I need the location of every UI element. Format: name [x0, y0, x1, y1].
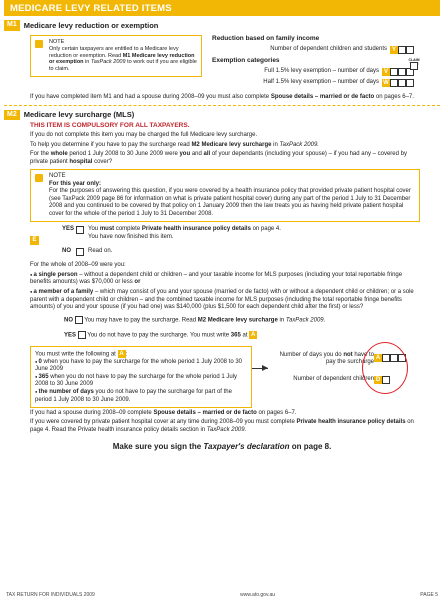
p2b: M2 Medicare levy surcharge: [191, 141, 272, 148]
w2a: 365: [38, 373, 49, 380]
full-days-box[interactable]: [390, 68, 398, 76]
dependents-box[interactable]: [398, 46, 406, 54]
w2b: when you do not have to pay the surcharge for the whole period 1 July 2008 to 30 June 2009: [35, 373, 238, 388]
dep-code: D: [375, 376, 381, 383]
compulsory-text: THIS ITEM IS COMPULSORY FOR ALL TAXPAYERS.: [30, 122, 190, 130]
end2c: on page 4. Read the Private health insurance policy details section in: [30, 419, 414, 433]
m1-tag: M1: [4, 20, 20, 31]
claim-type-label: CLAIM: [408, 58, 420, 62]
yes-row: [62, 226, 288, 241]
half-days-box-2[interactable]: [398, 79, 406, 87]
arrow-icon: [262, 365, 268, 371]
p2c: in: [273, 141, 278, 148]
m2-title: Medicare levy surcharge (MLS): [23, 110, 135, 120]
footer-left: TAX RETURN FOR INDIVIDUALS 2009: [6, 591, 95, 598]
yes2-t: You do not have to pay the surcharge. You must write: [87, 332, 230, 339]
yes-label: YES: [62, 226, 75, 233]
banner-title: MEDICARE LEVY RELATED ITEMS: [10, 3, 172, 14]
m2-header: [4, 110, 440, 121]
m2-note-sub: For this year only:: [49, 180, 102, 187]
end-spouse: [30, 410, 420, 418]
days-l2: have to pay the surcharge: [325, 351, 374, 366]
m2-p3: [30, 151, 420, 166]
p3h: hospital: [69, 158, 93, 165]
m1-note-in: in: [85, 59, 90, 66]
m1-note-text2: to work out if you are eligible to claim.: [49, 59, 197, 73]
half-exemption-code: W: [383, 80, 389, 86]
dependents-label: Number of dependent children and students: [270, 46, 387, 53]
yes-t2: complete: [115, 226, 141, 233]
dependents-row: [212, 46, 414, 54]
end1c: on pages 6–7.: [258, 409, 297, 416]
half-exemption-row: [212, 79, 414, 87]
e-code: E: [30, 236, 39, 245]
yes2-b: 365: [230, 332, 241, 339]
end2a: If you were covered by private patient hospital cover at any time during 2008–09 you must complete: [30, 419, 295, 426]
no2-t2: in: [279, 317, 285, 324]
page-number: PAGE 5: [420, 591, 438, 598]
m1-note-pack: TaxPack 2009: [90, 59, 126, 66]
w1b: when you have to pay the surcharge for the whole period 1 July 2008 to 30 June 2009: [35, 358, 243, 373]
dep-label: Number of dependent children: [293, 375, 374, 382]
yes-no-block: [30, 226, 440, 260]
m1-spouse-a: If you have completed item M1 and had a spouse during 2008–09 you must also complete: [30, 94, 270, 100]
yes-checkbox[interactable]: [76, 226, 84, 234]
b1a: a single person: [33, 271, 78, 278]
days-label: [270, 352, 374, 367]
page-footer: [6, 592, 438, 598]
days-b: not: [343, 351, 353, 358]
yes2-row: [64, 331, 440, 340]
m1-note-title: NOTE: [49, 38, 65, 45]
bullet-single: [30, 272, 420, 287]
yes2-checkbox[interactable]: [78, 331, 86, 339]
w3b: you do not have to pay the surcharge for part of the period 1 July 2008 to 30 June 2009.: [35, 389, 232, 403]
highlight-circle: [362, 342, 408, 394]
no2-label: NO: [64, 317, 73, 324]
m1-header: [4, 20, 440, 31]
p2a: To help you determine if you have to pay the surcharge read: [30, 141, 190, 148]
m2-note-text: For the purposes of answering this question, if you were covered by a health insurance policy that provided private patient hospital cover (see TaxPack 2009 page 86 for information on what is private patient hospital cover) during any part of the period 1 July to 31 December 2008 and you continued to be covered by that policy on 1 January 2009 then the law treats you as having held private patient hospital cover for the whole of the period 1 July to 31 December 2008.: [49, 188, 411, 217]
yes-b2: Private health insurance policy details: [141, 226, 251, 233]
half-days-box[interactable]: [390, 79, 398, 87]
end1a: If you had a spouse during 2008–09 complete: [30, 409, 152, 416]
m2-note: [30, 169, 420, 222]
must-write-code: A: [119, 350, 124, 357]
no2-b: M2 Medicare levy surcharge: [197, 317, 278, 324]
footer-url: www.ato.gov.au: [240, 591, 276, 598]
note-icon: [35, 40, 43, 48]
reduction-heading: Reduction based on family income: [212, 34, 320, 42]
yes2-label: YES: [64, 332, 77, 339]
full-exemption-label: Full 1.5% levy exemption – number of days: [264, 68, 379, 75]
m1-spouse-b: Spouse details – married or de facto: [270, 94, 375, 100]
m2-tag: M2: [4, 110, 20, 121]
m1-title: Medicare levy reduction or exemption: [23, 20, 159, 30]
note-icon-2: [35, 174, 43, 182]
days-code: A: [375, 354, 381, 361]
m2-p2: [30, 142, 420, 150]
p3e: and: [191, 151, 202, 158]
must-write-box: You must write the following at A : ● 0 when you have to pay the surcharge for the whole period 1 July 2008 to 30 June 2009 ● 365 when you do not have to pay the surcharge for the whole period 1 July 2008 to 30 June 2009 ● the number of days you do not have to pay the surcharge for part of the period 1 July 2008 to 30 June 2009.: [30, 346, 252, 408]
end2d: TaxPack 2009.: [206, 426, 247, 433]
m1-spouse-c: on pages 6–7.: [375, 94, 414, 100]
yes-t1: You: [88, 226, 99, 233]
yes-t3: on page 4. You have now finished this item.: [88, 226, 281, 240]
claim-type-box[interactable]: [410, 62, 418, 70]
m1-note-bold: M1 Medicare levy reduction or exemption: [49, 52, 195, 66]
no2-row: [64, 316, 440, 325]
yes-b1: must: [99, 226, 115, 233]
m1-body: [4, 35, 440, 90]
m1-spouse-text: [30, 94, 440, 102]
no-checkbox[interactable]: [76, 248, 84, 256]
b2b: – which may consist of you and your spouse (married or de facto) with or without a dependent child or children; or a sole parent with a dependent child or children – and the combined taxable income for MLS purposes (including the total reportable fringe benefits amounts) of you and your spouse (if you had one) was $140,000 (plus $1,500 for each dependent child after the first) or less?: [30, 289, 414, 311]
full-days-box-2[interactable]: [398, 68, 406, 76]
no2-i: TaxPack 2009.: [285, 317, 326, 324]
b1c: or: [134, 279, 141, 286]
p2d: TaxPack 2009.: [279, 141, 319, 148]
p3g: of your dependants (including your spouse) – if you had any – covered by private patient: [30, 151, 407, 165]
full-exemption-code: V: [383, 69, 388, 75]
must-write-label: You must write the following at: [35, 351, 116, 358]
no-label: NO: [62, 248, 71, 255]
divider: [4, 105, 440, 106]
m2-note-title: NOTE: [49, 173, 66, 180]
p3b: whole: [50, 151, 68, 158]
b2a: a member of a family: [33, 289, 94, 296]
sign-reminder: [4, 442, 440, 452]
end2b: Private health insurance policy details: [296, 419, 406, 426]
write-days: [35, 389, 247, 404]
end1b: Spouse details – married or de facto: [153, 409, 257, 416]
p3a: For the: [30, 151, 50, 158]
w3a: the number of days: [38, 389, 94, 395]
no-text: Read on.: [88, 248, 113, 255]
section-banner: [4, 0, 440, 16]
write-0: [35, 359, 247, 374]
dependents-code: Y: [391, 46, 396, 53]
no-row: [62, 248, 112, 256]
w1a: 0: [38, 358, 42, 365]
days-l1: Number of days you do: [279, 351, 342, 358]
full-exemption-row: [212, 68, 414, 76]
yes2-code: A: [251, 331, 256, 338]
bullet-family: [30, 289, 420, 312]
m1-note-text: Only certain taxpayers are entitled to a Medicare levy reduction or exemption. Read: [49, 45, 179, 59]
half-days-box-3[interactable]: [406, 79, 414, 87]
m2-end: [30, 410, 420, 435]
write-section: [4, 346, 440, 408]
m1-note: [30, 35, 202, 77]
sign-a: Make sure you sign the: [112, 442, 202, 452]
no2-t1: You may have to pay the surcharge. Read: [84, 317, 197, 324]
sign-b: Taxpayer's declaration: [203, 442, 290, 452]
yes2-at: at: [242, 332, 248, 339]
m2-body: [30, 122, 420, 222]
q2-text: For the whole of 2008–09 were you:: [30, 262, 126, 269]
sign-c: on page 8.: [291, 442, 332, 452]
p3f: all: [203, 151, 211, 158]
m2-p1: If you do not complete this item you may be charged the full Medicare levy surcharge.: [30, 132, 258, 139]
b1b: – without a dependent child or children – and your taxable income for MLS purposes (including your total reportable fringe benefits amounts) was $70,000 or less: [30, 271, 403, 286]
p3c: period 1 July 2008 to 30 June 2009 were: [69, 151, 178, 158]
p3i: cover?: [94, 158, 113, 165]
m2-q2: [30, 262, 420, 311]
exemption-heading: Exemption categories: [212, 56, 280, 64]
no2-checkbox[interactable]: [75, 316, 83, 324]
half-exemption-label: Half 1.5% levy exemption – number of days: [263, 79, 379, 86]
end-phi: [30, 419, 420, 434]
p3d: you: [179, 151, 191, 158]
write-365: [35, 374, 247, 389]
dependents-box-2[interactable]: [406, 46, 414, 54]
